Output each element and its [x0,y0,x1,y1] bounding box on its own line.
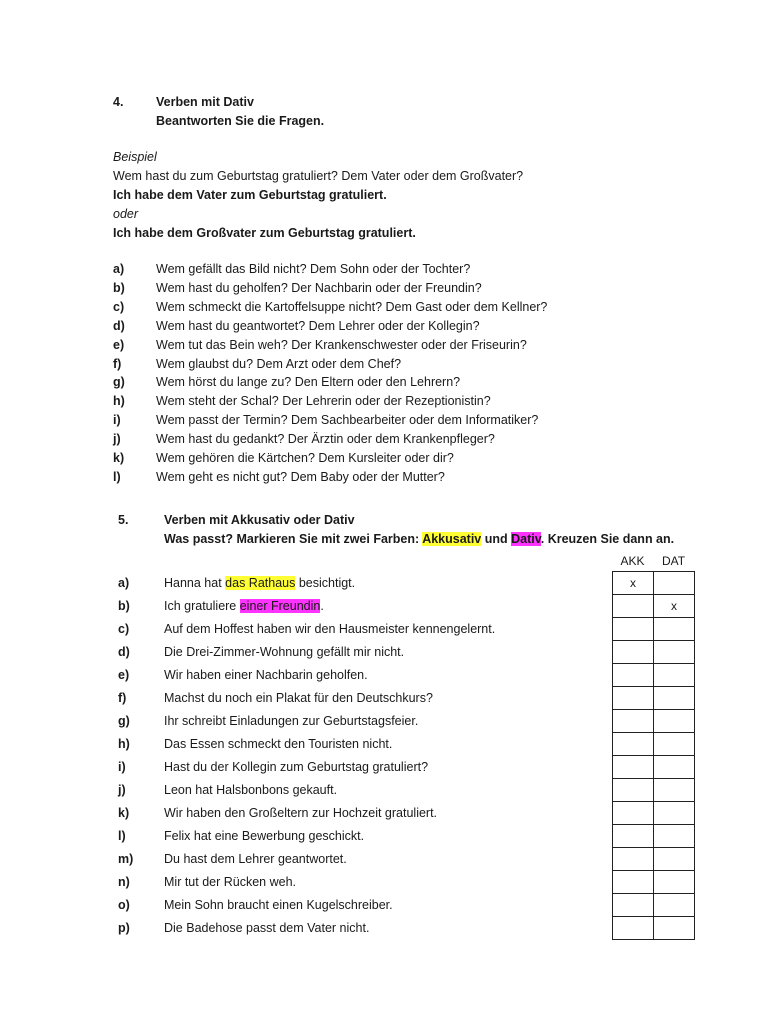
sentence-text [164,621,495,637]
sentence-letter: d) [118,645,130,659]
sentence-letter: a) [118,576,130,590]
sentence-text [164,759,428,775]
question-letter: f) [113,357,122,371]
akk-checkbox-cell[interactable] [613,894,654,917]
question-text: Wem glaubst du? Dem Arzt oder dem Chef? [156,357,402,371]
question-text: Wem hast du gedankt? Der Ärztin oder dem Krankenpfleger? [156,432,495,446]
sentence-letter: j) [118,783,126,797]
question-text: Wem geht es nicht gut? Dem Baby oder der Mutter? [156,470,445,484]
sentence-text-part: Wir haben den Großeltern zur Hochzeit gratuliert. [164,806,438,820]
akk-checkbox-cell[interactable] [613,825,654,848]
sentence-letter: p) [118,921,130,935]
dat-checkbox-cell[interactable] [654,756,695,779]
sentence-text-part: Die Drei-Zimmer-Wohnung gefällt mir nicht. [164,645,405,659]
akkusativ-highlight-label: Akkusativ [422,532,482,546]
grid-row [613,687,695,710]
dat-checkbox-cell[interactable] [654,733,695,756]
sentence-text-part: Mein Sohn braucht einen Kugelschreiber. [164,898,393,912]
sentence-letter: b) [118,599,130,613]
sentence-text [164,644,404,660]
grid-row [613,572,695,595]
question-text: Wem gehören die Kärtchen? Dem Kursleiter oder dir? [156,451,454,465]
akk-checkbox-cell[interactable] [613,848,654,871]
grid-row [613,618,695,641]
akk-checkbox-cell[interactable] [613,664,654,687]
sentence-text-part: Ihr schreibt Einladungen zur Geburtstagsfeier. [164,714,419,728]
akk-checkbox-cell[interactable] [613,687,654,710]
sentence-letter: g) [118,714,130,728]
question-letter: j) [113,432,121,446]
sentence-text-part: Mir tut der Rücken weh. [164,875,296,889]
question-text: Wem hörst du lange zu? Den Eltern oder den Lehrern? [156,375,461,389]
sentence-text-part: Leon hat Halsbonbons gekauft. [164,783,338,797]
sentence-text-part: . [320,599,324,613]
column-header-dat: DAT [661,554,686,568]
instruction-part-1: Was passt? Markieren Sie mit zwei Farben: [164,532,423,546]
grid-row [613,756,695,779]
sentence-text-part: Hast du der Kollegin zum Geburtstag gratuliert? [164,760,429,774]
sentence-text [164,897,393,913]
akk-checkbox-cell[interactable]: x [613,572,654,595]
sentence-text [164,713,418,729]
sentence-text-part: Das Essen schmeckt den Touristen nicht. [164,737,393,751]
dat-checkbox-cell[interactable] [654,687,695,710]
grid-row [613,802,695,825]
sentence-text [164,575,355,591]
instruction-und: und [481,532,512,546]
sentence-text-part: Wir haben einer Nachbarin geholfen. [164,668,368,682]
question-text: Wem schmeckt die Kartoffelsuppe nicht? Dem Gast oder dem Kellner? [156,300,548,314]
question-letter: b) [113,281,125,295]
sentence-letter: i) [118,760,126,774]
sentence-text [164,828,364,844]
question-text: Wem tut das Bein weh? Der Krankenschwester oder der Friseurin? [156,338,527,352]
akk-checkbox-cell[interactable] [613,756,654,779]
dat-checkbox-cell[interactable] [654,848,695,871]
grid-row [613,917,695,940]
sentence-text [164,690,433,706]
sentence-letter: n) [118,875,130,889]
question-letter: c) [113,300,125,314]
dat-checkbox-cell[interactable] [654,572,695,595]
akk-checkbox-cell[interactable] [613,917,654,940]
grid-row [613,894,695,917]
akkusativ-highlight: das Rathaus [225,576,296,590]
dat-checkbox-cell[interactable] [654,664,695,687]
dat-checkbox-cell[interactable] [654,710,695,733]
sentence-letter: l) [118,829,126,843]
example-label: Beispiel [113,150,157,164]
grid-row [613,779,695,802]
sentence-text [164,782,337,798]
instruction-part-2: . Kreuzen Sie dann an. [540,532,675,546]
question-letter: e) [113,338,125,352]
dativ-highlight-label: Dativ [511,532,541,546]
column-header-akk: AKK [620,554,645,568]
section5-title: Verben mit Akkusativ oder Dativ [164,513,355,527]
dat-checkbox-cell[interactable] [654,779,695,802]
section4-subtitle: Beantworten Sie die Fragen. [156,114,325,128]
sentence-letter: c) [118,622,130,636]
sentence-letter: o) [118,898,130,912]
sentence-text-part: Ich gratuliere [164,599,240,613]
sentence-text [164,851,347,867]
grid-row [613,595,695,618]
answer-grid [612,571,695,940]
sentence-text-part: Hanna hat [164,576,226,590]
sentence-letter: m) [118,852,134,866]
akk-checkbox-cell[interactable] [613,618,654,641]
akk-checkbox-cell[interactable] [613,641,654,664]
grid-row [613,848,695,871]
sentence-text-part: Du hast dem Lehrer geantwortet. [164,852,347,866]
sentence-text [164,805,437,821]
akk-checkbox-cell[interactable] [613,802,654,825]
sentence-letter: h) [118,737,130,751]
grid-row [613,641,695,664]
sentence-letter: k) [118,806,130,820]
akk-checkbox-cell[interactable] [613,779,654,802]
dat-checkbox-cell[interactable]: x [654,595,695,618]
dat-checkbox-cell[interactable] [654,917,695,940]
sentence-text [164,874,296,890]
sentence-text-part: Felix hat eine Bewerbung geschickt. [164,829,365,843]
question-letter: i) [113,413,121,427]
example-question: Wem hast du zum Geburtstag gratuliert? Dem Vater oder dem Großvater? [113,169,524,183]
grid-row [613,871,695,894]
example-answer-1: Ich habe dem Vater zum Geburtstag gratuliert. [113,188,387,202]
section4-number: 4. [113,95,124,109]
question-letter: d) [113,319,125,333]
sentence-text-part: Machst du noch ein Plakat für den Deutschkurs? [164,691,433,705]
akk-checkbox-cell[interactable] [613,871,654,894]
dat-checkbox-cell[interactable] [654,825,695,848]
section5-number: 5. [118,513,129,527]
question-letter: h) [113,394,125,408]
grid-row [613,710,695,733]
akk-checkbox-cell[interactable] [613,710,654,733]
dat-checkbox-cell[interactable] [654,641,695,664]
grid-row [613,733,695,756]
question-text: Wem gefällt das Bild nicht? Dem Sohn oder der Tochter? [156,262,471,276]
question-text: Wem steht der Schal? Der Lehrerin oder der Rezeptionistin? [156,394,491,408]
sentence-text-part: besichtigt. [295,576,356,590]
example-or: oder [113,207,139,221]
sentence-text-part: Die Badehose passt dem Vater nicht. [164,921,370,935]
grid-row [613,825,695,848]
question-letter: g) [113,375,125,389]
section5-instruction [164,531,674,547]
question-letter: l) [113,470,121,484]
sentence-text [164,920,369,936]
dat-checkbox-cell[interactable] [654,618,695,641]
akk-checkbox-cell[interactable] [613,733,654,756]
dat-checkbox-cell[interactable] [654,802,695,825]
sentence-text [164,736,392,752]
grid-row [613,664,695,687]
question-letter: k) [113,451,125,465]
question-letter: a) [113,262,125,276]
sentence-text-part: Auf dem Hoffest haben wir den Hausmeister kennengelernt. [164,622,496,636]
sentence-text [164,667,368,683]
sentence-text [164,598,324,614]
question-text: Wem hast du geantwortet? Dem Lehrer oder der Kollegin? [156,319,480,333]
section4-title: Verben mit Dativ [156,95,254,109]
akk-checkbox-cell[interactable] [613,595,654,618]
dat-checkbox-cell[interactable] [654,871,695,894]
question-text: Wem passt der Termin? Dem Sachbearbeiter oder dem Informatiker? [156,413,539,427]
dat-checkbox-cell[interactable] [654,894,695,917]
dativ-highlight: einer Freundin [239,599,321,613]
sentence-letter: f) [118,691,127,705]
sentence-letter: e) [118,668,130,682]
question-text: Wem hast du geholfen? Der Nachbarin oder der Freundin? [156,281,482,295]
example-answer-2: Ich habe dem Großvater zum Geburtstag gratuliert. [113,226,416,240]
